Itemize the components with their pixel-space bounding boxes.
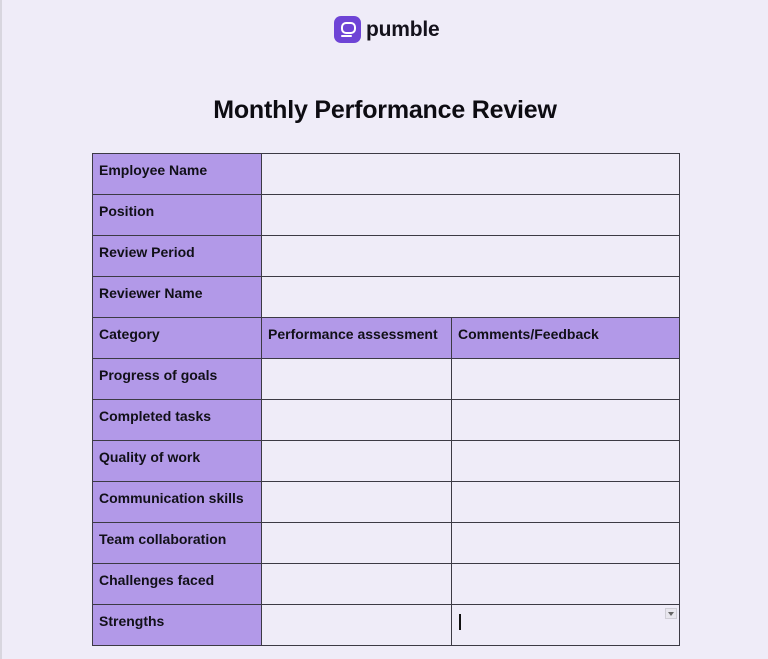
category-label: Strengths (93, 605, 262, 646)
column-header-category: Category (93, 318, 262, 359)
table-row (93, 605, 680, 646)
reviewer-name-field[interactable] (262, 277, 680, 318)
assessment-cell[interactable] (262, 400, 452, 441)
assessment-cell[interactable] (262, 523, 452, 564)
brand-name: pumble (366, 17, 440, 41)
table-row (93, 441, 680, 482)
category-label: Team collaboration (93, 523, 262, 564)
review-period-field[interactable] (262, 236, 680, 277)
row-label: Employee Name (93, 154, 262, 195)
pumble-logo-icon (334, 16, 361, 43)
assessment-cell[interactable] (262, 359, 452, 400)
row-label: Reviewer Name (93, 277, 262, 318)
assessment-cell[interactable] (262, 564, 452, 605)
brand-logo (334, 16, 439, 43)
category-label: Challenges faced (93, 564, 262, 605)
feedback-cell-active[interactable] (452, 605, 680, 646)
performance-review-table (92, 153, 680, 646)
assessment-cell[interactable] (262, 441, 452, 482)
category-label: Quality of work (93, 441, 262, 482)
table-header-row (93, 318, 680, 359)
row-label: Position (93, 195, 262, 236)
table-row (93, 564, 680, 605)
table-row (93, 195, 680, 236)
table-row (93, 154, 680, 195)
feedback-cell[interactable] (452, 400, 680, 441)
assessment-cell[interactable] (262, 605, 452, 646)
row-label: Review Period (93, 236, 262, 277)
category-label: Progress of goals (93, 359, 262, 400)
column-header-feedback: Comments/Feedback (452, 318, 680, 359)
category-label: Completed tasks (93, 400, 262, 441)
assessment-cell[interactable] (262, 482, 452, 523)
table-row (93, 523, 680, 564)
table-row (93, 400, 680, 441)
feedback-cell[interactable] (452, 564, 680, 605)
feedback-cell[interactable] (452, 482, 680, 523)
feedback-cell[interactable] (452, 441, 680, 482)
feedback-cell[interactable] (452, 359, 680, 400)
document-title: Monthly Performance Review (213, 96, 557, 124)
text-cursor (459, 614, 461, 630)
table-row (93, 482, 680, 523)
dropdown-arrow-icon[interactable] (665, 608, 677, 619)
feedback-cell[interactable] (452, 523, 680, 564)
table-row (93, 236, 680, 277)
table-row (93, 277, 680, 318)
category-label: Communication skills (93, 482, 262, 523)
table-row (93, 359, 680, 400)
column-header-assessment: Performance assessment (262, 318, 452, 359)
employee-name-field[interactable] (262, 154, 680, 195)
position-field[interactable] (262, 195, 680, 236)
